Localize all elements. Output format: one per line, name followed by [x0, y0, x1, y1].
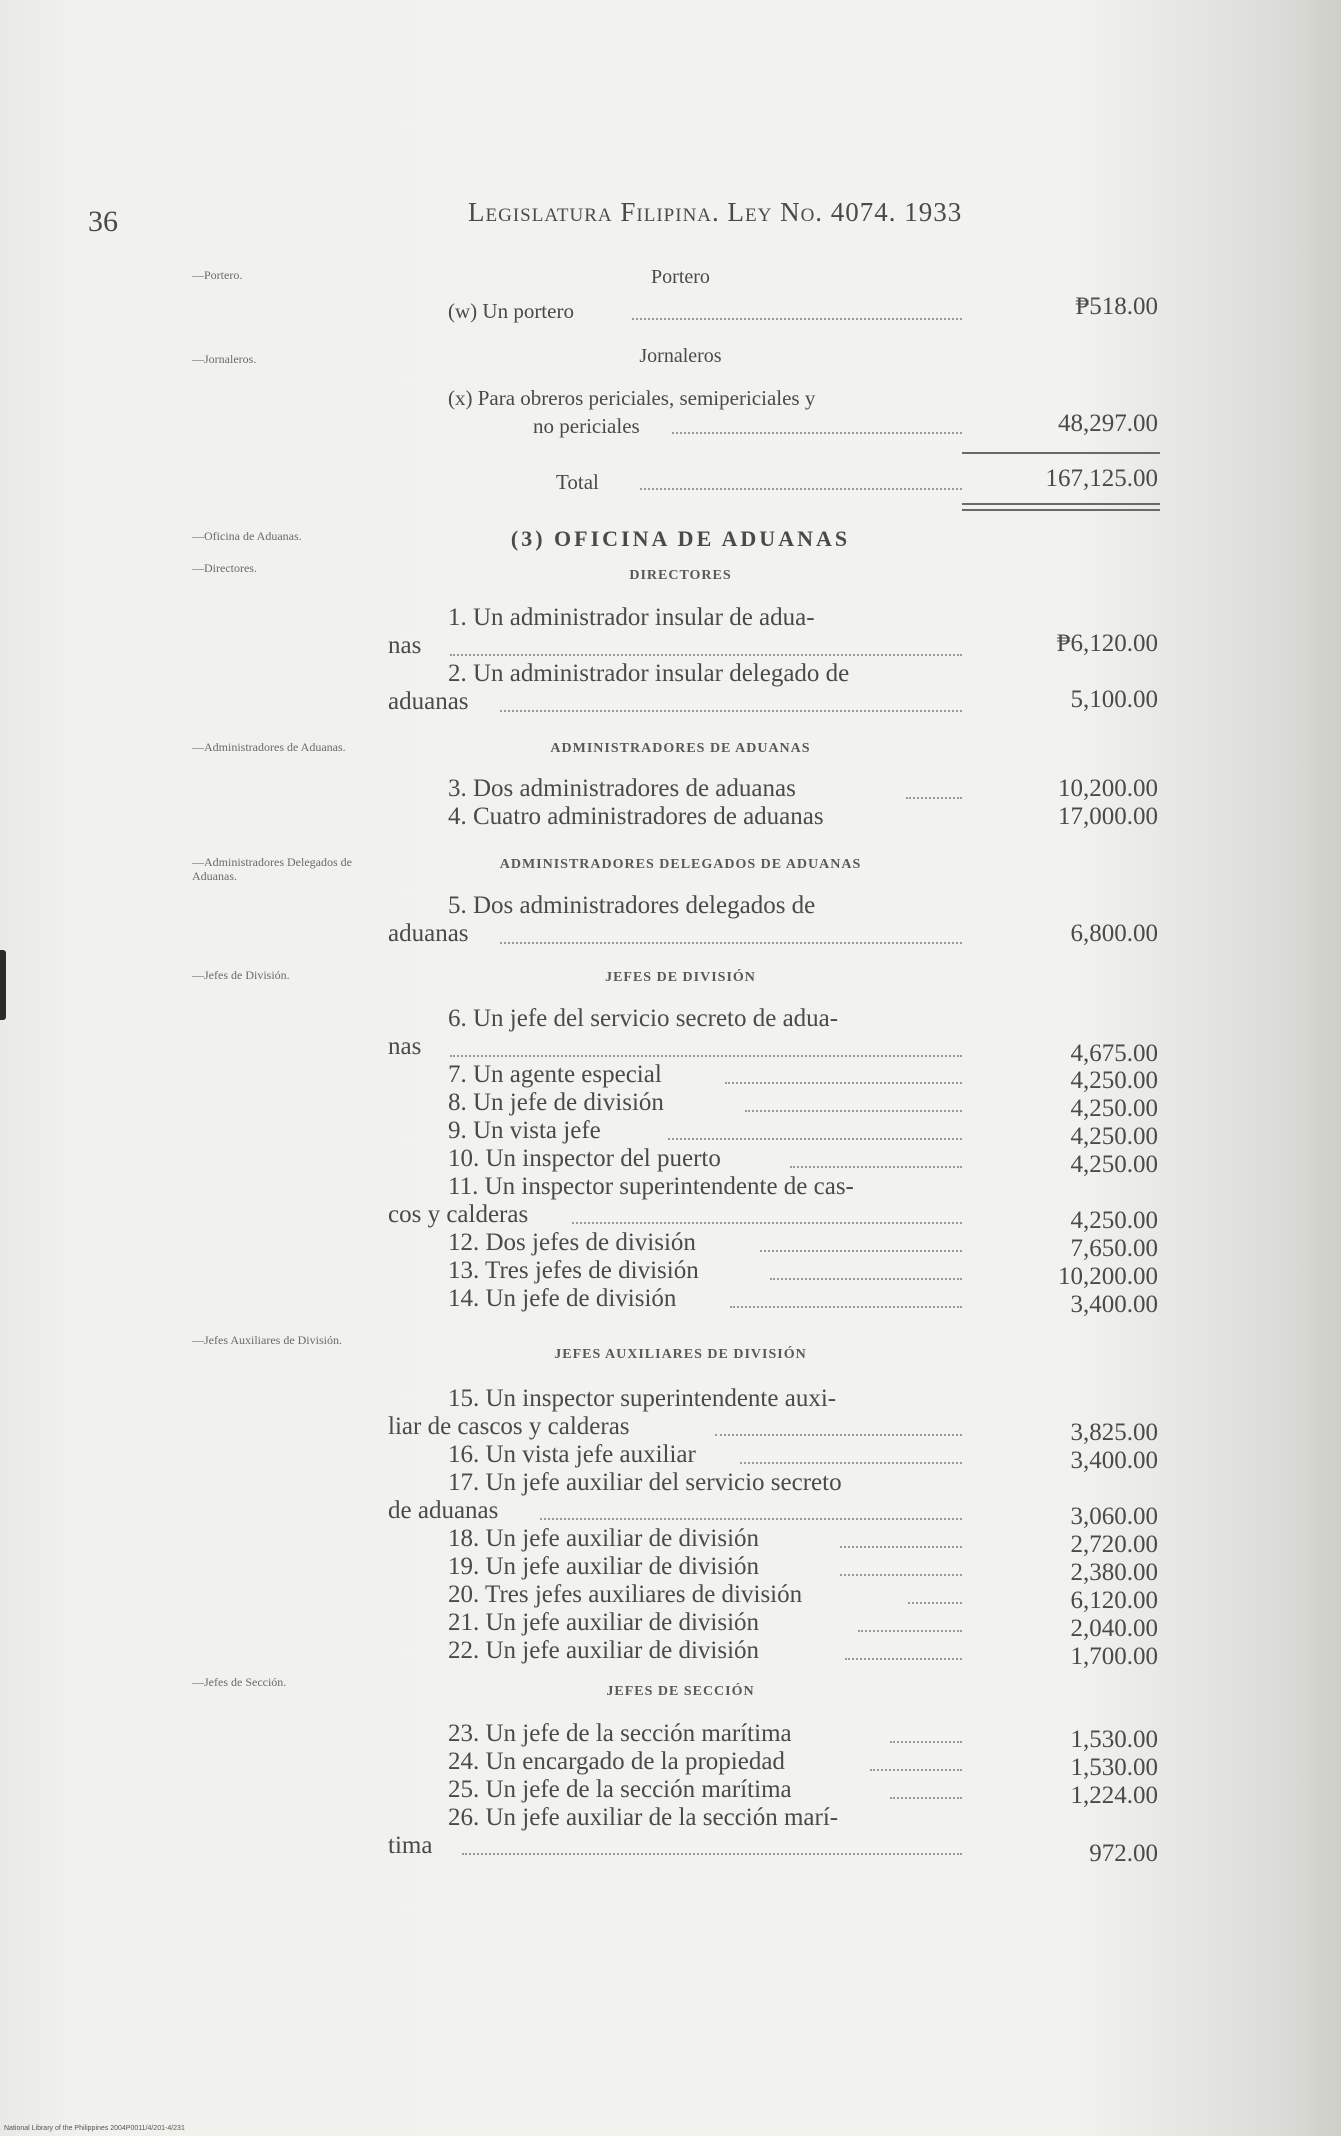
item-line: 21. Un jefe auxiliar de división	[448, 1609, 760, 1636]
item-line: 16. Un vista jefe auxiliar	[448, 1441, 696, 1468]
item-line: 5. Dos administradores delegados de	[448, 892, 816, 919]
item-line: 22. Un jefe auxiliar de división	[448, 1637, 760, 1664]
margin-note-jefes-division: —Jefes de División.	[192, 968, 290, 982]
item-amount: 2,040.00	[1070, 1615, 1158, 1642]
amount-jornaleros: 48,297.00	[1058, 410, 1158, 437]
item-amount: 7,650.00	[1070, 1235, 1158, 1262]
item-line: 20. Tres jefes auxiliares de división	[448, 1581, 803, 1608]
item-line-cont: aduanas	[388, 920, 469, 947]
leader-dots	[540, 1518, 962, 1520]
item-line: 8. Un jefe de división	[448, 1089, 664, 1116]
leader-dots	[845, 1658, 962, 1660]
item-line: 24. Un encargado de la propiedad	[448, 1748, 785, 1775]
item-line: 13. Tres jefes de división	[448, 1257, 699, 1284]
margin-note-delegados: —Administradores Delegados de Aduanas.	[192, 855, 352, 883]
leader-dots	[640, 488, 962, 490]
heading-administradores: ADMINISTRADORES DE ADUANAS	[550, 741, 811, 756]
leader-dots	[908, 1602, 962, 1604]
item-line: 10. Un inspector del puerto	[448, 1145, 721, 1172]
leader-dots	[668, 1138, 962, 1140]
scan-footer: National Library of the Philippines 2004P0011/4/201-4/231	[4, 2125, 185, 2132]
margin-note-jornaleros: —Jornaleros.	[192, 352, 257, 366]
item-line-cont: liar de cascos y calderas	[388, 1413, 630, 1440]
leader-dots	[890, 1741, 962, 1743]
leader-dots	[500, 942, 962, 944]
item-amount: 6,800.00	[1070, 920, 1158, 947]
item-amount: ₱6,120.00	[1056, 630, 1158, 657]
leader-dots	[572, 1222, 962, 1224]
item-amount: 17,000.00	[1058, 803, 1158, 830]
leader-dots	[725, 1082, 962, 1084]
heading-jornaleros: Jornaleros	[639, 345, 722, 367]
leader-dots	[890, 1797, 962, 1799]
line-jornaleros-1: (x) Para obreros periciales, semipericiales y	[448, 386, 816, 410]
item-amount: 4,250.00	[1070, 1095, 1158, 1122]
total-label: Total	[556, 470, 599, 494]
item-line: 11. Un inspector superintendente de cas-	[448, 1173, 854, 1200]
item-line-cont: tima	[388, 1832, 433, 1859]
item-line-cont: nas	[388, 632, 422, 659]
item-line-cont: nas	[388, 1033, 422, 1060]
leader-dots	[840, 1574, 962, 1576]
item-line-cont: aduanas	[388, 688, 469, 715]
heading-directores: DIRECTORES	[629, 568, 732, 583]
item-amount: 3,400.00	[1070, 1291, 1158, 1318]
item-amount: 972.00	[1089, 1840, 1158, 1867]
margin-note-oficina: —Oficina de Aduanas.	[192, 529, 302, 543]
leader-dots	[500, 710, 962, 712]
item-line: 18. Un jefe auxiliar de división	[448, 1525, 760, 1552]
item-line: 15. Un inspector superintendente auxi-	[448, 1385, 837, 1412]
leader-dots	[672, 432, 962, 434]
leader-dots	[450, 654, 962, 656]
line-jornaleros-2: no periciales	[533, 414, 640, 438]
item-amount: 4,250.00	[1070, 1207, 1158, 1234]
item-amount: 5,100.00	[1070, 686, 1158, 713]
item-line-cont: cos y calderas	[388, 1201, 529, 1228]
item-line: 6. Un jefe del servicio secreto de adua-	[448, 1005, 839, 1032]
item-line: 4. Cuatro administradores de aduanas	[448, 803, 824, 830]
leader-dots	[790, 1166, 962, 1168]
page-number: 36	[88, 205, 118, 238]
margin-note-jefes-auxiliares: —Jefes Auxiliares de División.	[192, 1333, 342, 1347]
leader-dots	[760, 1250, 962, 1252]
item-line: 19. Un jefe auxiliar de división	[448, 1553, 760, 1580]
item-amount: 2,720.00	[1070, 1531, 1158, 1558]
item-line-cont: de aduanas	[388, 1497, 499, 1524]
item-line: 12. Dos jefes de división	[448, 1229, 696, 1256]
item-amount: 1,700.00	[1070, 1643, 1158, 1670]
item-amount: 4,250.00	[1070, 1151, 1158, 1178]
item-line: 1. Un administrador insular de adua-	[448, 604, 815, 631]
leader-dots	[715, 1434, 962, 1436]
item-amount: 4,675.00	[1070, 1040, 1158, 1067]
item-amount: 1,530.00	[1070, 1726, 1158, 1753]
item-amount: 1,224.00	[1070, 1782, 1158, 1809]
leader-dots	[745, 1110, 962, 1112]
item-amount: 10,200.00	[1058, 1263, 1158, 1290]
heading-delegados: ADMINISTRADORES DELEGADOS DE ADUANAS	[499, 857, 862, 872]
total-amount: 167,125.00	[1045, 465, 1158, 492]
item-amount: 4,250.00	[1070, 1067, 1158, 1094]
item-amount: 6,120.00	[1070, 1587, 1158, 1614]
leader-dots	[840, 1546, 962, 1548]
item-amount: 1,530.00	[1070, 1754, 1158, 1781]
leader-dots	[462, 1853, 962, 1855]
leader-dots	[870, 1769, 962, 1771]
item-line: 14. Un jefe de división	[448, 1285, 677, 1312]
binding-mark	[0, 950, 6, 1020]
item-line: 9. Un vista jefe	[448, 1117, 601, 1144]
running-head: Legislatura Filipina. Ley No. 4074. 1933	[468, 197, 963, 227]
item-line: 17. Un jefe auxiliar del servicio secreto	[448, 1469, 842, 1496]
heading-oficina-aduanas: (3) OFICINA DE ADUANAS	[510, 526, 851, 551]
item-amount: 10,200.00	[1058, 775, 1158, 802]
leader-dots	[770, 1278, 962, 1280]
margin-note-jefes-seccion: —Jefes de Sección.	[192, 1675, 287, 1689]
item-amount: 3,825.00	[1070, 1419, 1158, 1446]
item-amount: 3,400.00	[1070, 1447, 1158, 1474]
margin-note-directores: —Directores.	[192, 561, 257, 575]
heading-jefes-seccion: JEFES DE SECCIÓN	[606, 1684, 755, 1699]
leader-dots	[632, 318, 962, 320]
item-line: 26. Un jefe auxiliar de la sección marí-	[448, 1804, 839, 1831]
sum-rule	[962, 452, 1160, 454]
line-portero: (w) Un portero	[448, 299, 574, 323]
leader-dots	[740, 1462, 962, 1464]
item-line: 7. Un agente especial	[448, 1061, 662, 1088]
item-amount: 2,380.00	[1070, 1559, 1158, 1586]
margin-note-administradores: —Administradores de Aduanas.	[192, 740, 346, 754]
item-line: 23. Un jefe de la sección marítima	[448, 1720, 792, 1747]
heading-jefes-auxiliares: JEFES AUXILIARES DE DIVISIÓN	[554, 1347, 807, 1362]
heading-jefes-division: JEFES DE DIVISIÓN	[605, 970, 756, 985]
leader-dots	[450, 1055, 962, 1057]
item-line: 3. Dos administradores de aduanas	[448, 775, 796, 802]
leader-dots	[730, 1306, 962, 1308]
item-amount: 4,250.00	[1070, 1123, 1158, 1150]
item-amount: 3,060.00	[1070, 1503, 1158, 1530]
heading-portero: Portero	[651, 266, 710, 288]
item-line: 25. Un jefe de la sección marítima	[448, 1776, 792, 1803]
total-double-rule	[962, 503, 1160, 511]
leader-dots	[906, 797, 962, 799]
item-line: 2. Un administrador insular delegado de	[448, 660, 850, 687]
margin-note-portero: —Portero.	[192, 268, 243, 282]
leader-dots	[858, 1630, 962, 1632]
amount-portero: ₱518.00	[1075, 293, 1158, 320]
